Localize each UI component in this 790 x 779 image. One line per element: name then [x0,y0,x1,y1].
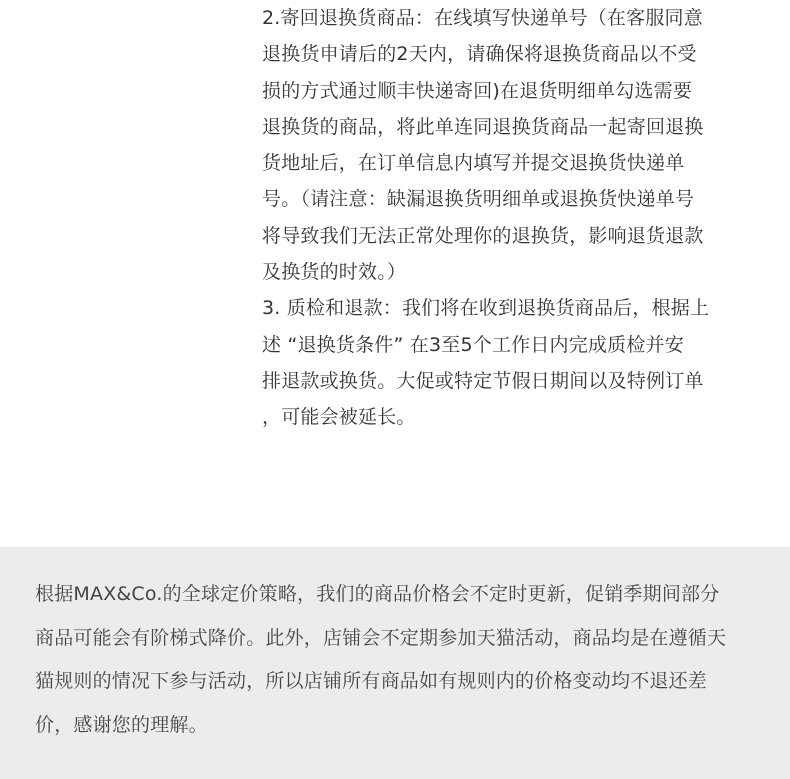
notice-line: 价，感谢您的理解。 [35,713,208,736]
policy-line: 退换货的商品，将此单连同退换货商品一起寄回退换 [262,115,704,138]
pricing-notice-panel [0,547,790,779]
notice-line: 猫规则的情况下参与活动，所以店铺所有商品如有规则内的价格变动均不退还差 [35,670,708,692]
policy-line: 2.寄回退换货商品：在线填写快递单号（在客服同意 [262,7,703,29]
policy-line: 3. 质检和退款：我们将在收到退换货商品后，根据上 [262,297,710,320]
policy-line: 及换货的时效。） [262,261,407,284]
policy-line: 货地址后，在订单信息内填写并提交退换货快递单 [262,152,685,175]
policy-line: 述 “退换货条件” 在3至5个工作日内完成质检并安 [262,333,684,356]
policy-line: ，可能会被延长。 [262,406,416,429]
policy-line: 损的方式通过顺丰快递寄回)在退货明细单勾选需要 [262,79,693,102]
policy-line: 号。（请注意：缺漏退换货明细单或退换货快递单号 [262,188,695,211]
policy-line: 将导致我们无法正常处理你的退换货，影响退货退款 [262,224,704,247]
policy-line: 排退款或换货。大促或特定节假日期间以及特例订单 [262,369,704,392]
return-policy-text [262,0,732,436]
notice-line: 商品可能会有阶梯式降价。此外，店铺会不定期参加天猫活动，商品均是在遵循天 [35,626,727,649]
policy-line: 退换货申请后的2天内，请确保将退换货商品以不受 [262,43,697,66]
pricing-notice-text [35,573,765,747]
notice-line: 根据MAX&Co.的全球定价策略，我们的商品价格会不定时更新，促销季期间部分 [35,583,720,605]
